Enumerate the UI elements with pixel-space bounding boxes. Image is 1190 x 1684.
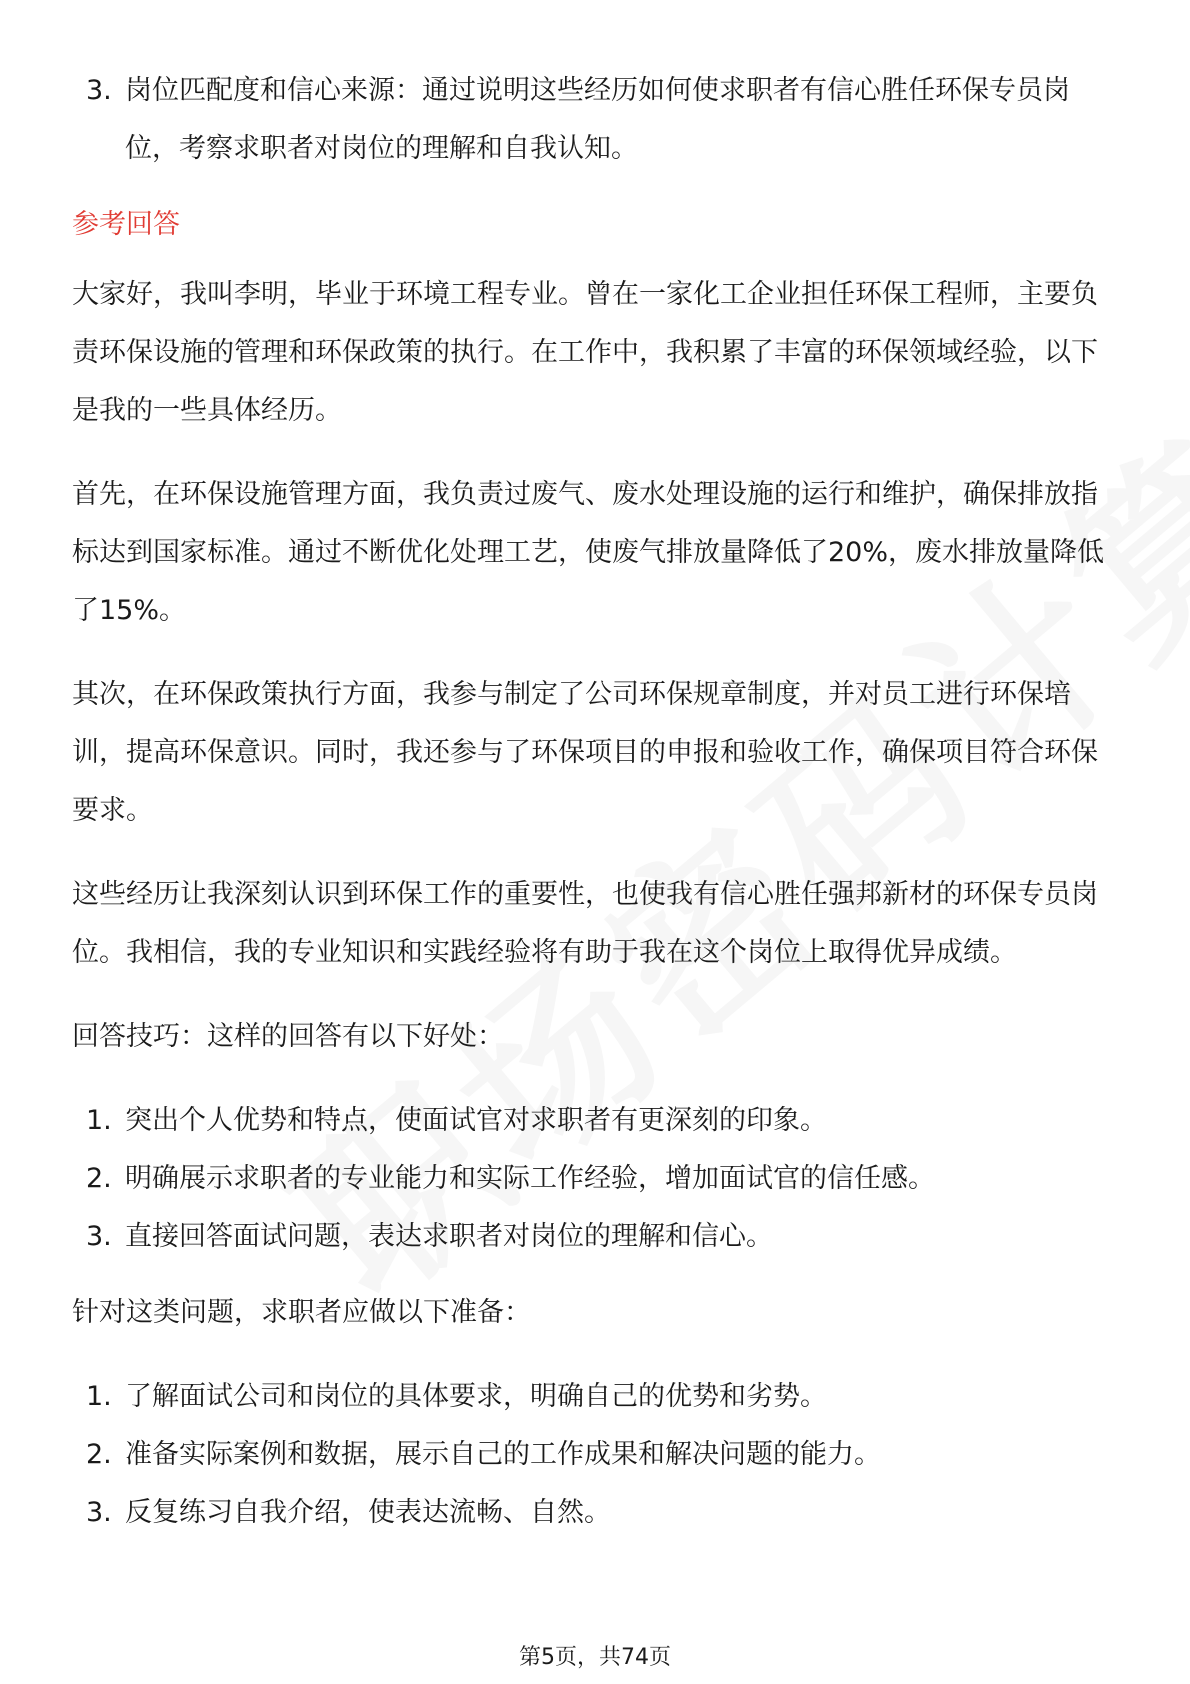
prep-intro: 针对这类问题，求职者应做以下准备： (72, 1297, 531, 1328)
tips-intro: 回答技巧：这样的回答有以下好处： (72, 1021, 504, 1052)
list-number: 3. (86, 1221, 112, 1252)
list-item (72, 62, 1122, 178)
list-number: 2. (86, 1163, 112, 1194)
list-text: 明确展示求职者的专业能力和实际工作经验，增加面试官的信任感。 (125, 1163, 935, 1194)
list-item (72, 1150, 1122, 1208)
list-number: 1. (86, 1381, 112, 1412)
prep-list (72, 1368, 1122, 1542)
list-text: 突出个人优势和特点，使面试官对求职者有更深刻的印象。 (125, 1105, 827, 1136)
list-number: 1. (86, 1105, 112, 1136)
list-item (72, 1484, 1122, 1542)
section-heading: 参考回答 (72, 209, 180, 240)
criteria-list (72, 62, 1122, 178)
tips-list (72, 1092, 1122, 1266)
page-number-footer: 第5页，共74页 (519, 1645, 671, 1670)
list-number: 3. (86, 1497, 112, 1528)
list-text: 了解面试公司和岗位的具体要求，明确自己的优势和劣势。 (125, 1381, 827, 1412)
paragraph: 大家好，我叫李明，毕业于环境工程专业。曾在一家化工企业担任环保工程师，主要负责环保设施的管理和环保政策的执行。在工作中，我积累了丰富的环保领域经验，以下是我的一些具体经历。 (72, 279, 1098, 426)
paragraph: 这些经历让我深刻认识到环保工作的重要性，也使我有信心胜任强邦新材的环保专员岗位。我相信，我的专业知识和实践经验将有助于我在这个岗位上取得优异成绩。 (72, 879, 1098, 968)
list-item (72, 1092, 1122, 1150)
list-text: 反复练习自我介绍，使表达流畅、自然。 (125, 1497, 611, 1528)
page-content (72, 62, 1122, 1542)
list-number: 3. (86, 75, 112, 106)
list-number: 2. (86, 1439, 112, 1470)
list-item (72, 1368, 1122, 1426)
list-text: 准备实际案例和数据，展示自己的工作成果和解决问题的能力。 (125, 1439, 881, 1470)
list-item (72, 1426, 1122, 1484)
paragraph: 其次，在环保政策执行方面，我参与制定了公司环保规章制度，并对员工进行环保培训，提高环保意识。同时，我还参与了环保项目的申报和验收工作，确保项目符合环保要求。 (72, 679, 1098, 826)
list-text: 直接回答面试问题，表达求职者对岗位的理解和信心。 (125, 1221, 773, 1252)
list-item (72, 1208, 1122, 1266)
list-text: 岗位匹配度和信心来源：通过说明这些经历如何使求职者有信心胜任环保专员岗位，考察求职者对岗位的理解和自我认知。 (125, 75, 1070, 164)
paragraph: 首先，在环保设施管理方面，我负责过废气、废水处理设施的运行和维护，确保排放指标达到国家标准。通过不断优化处理工艺，使废气排放量降低了20%，废水排放量降低了15%。 (72, 479, 1105, 626)
